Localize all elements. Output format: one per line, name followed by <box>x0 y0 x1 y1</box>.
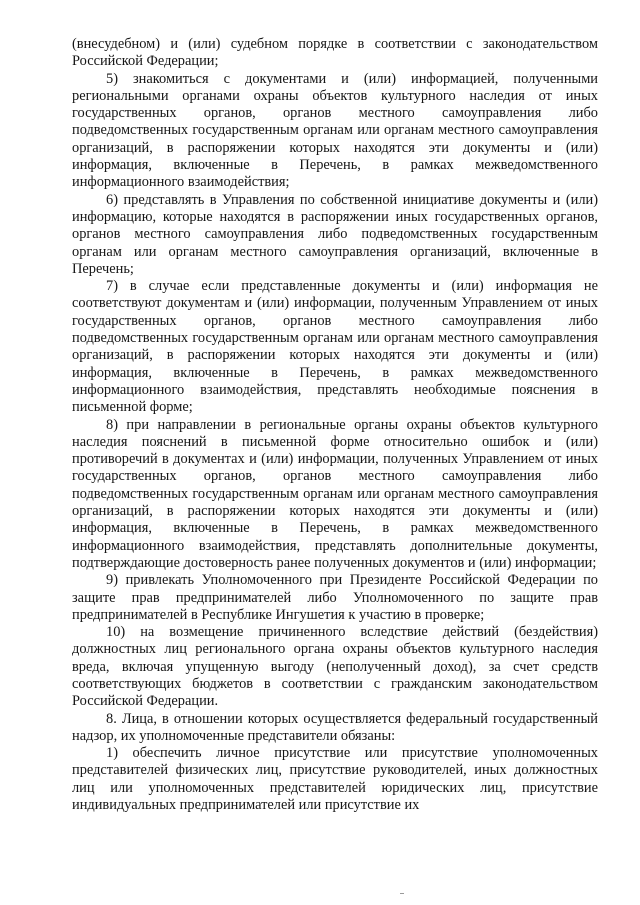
paragraph-item-5: 5) знакомиться с документами и (или) информацией, полученными региональными органами охраны объектов культурного наследия от иных государственных органов, органов местного самоуправления либо подведомственных государственным органам или органам местного самоуправления организаций, в распоряжении которых находятся эти документы и (или) информация, включенные в Перечень, в рамках межведомственного информационного взаимодействия; <box>72 70 598 191</box>
paragraph-item-6: 6) представлять в Управления по собственной инициативе документы и (или) информацию, которые находятся в распоряжении иных государственных органов, органов местного самоуправления либо подведомственных государственным органам или органам местного самоуправления организаций, включенные в Перечень; <box>72 191 598 277</box>
document-body <box>72 36 598 814</box>
scan-speck <box>400 893 404 894</box>
paragraph-item-8: 8) при направлении в региональные органы охраны объектов культурного наследия пояснений в письменной форме относительно ошибок и (или) противоречий в документах и (или) информации, полученных Управлением от иных государственных органов, органов местного самоуправления либо подведомственных государственным органам или органам местного самоуправления организаций, в распоряжении которых находятся эти документы и (или) информация, включенные в Перечень, в рамках межведомственного информационного взаимодействия, представлять дополнительные документы, подтверждающие достоверность ранее полученных документов и (или) информации; <box>72 416 598 571</box>
paragraph-continuation: (внесудебном) и (или) судебном порядке в соответствии с законодательством Российской Федерации; <box>72 36 598 70</box>
paragraph-item-10: 10) на возмещение причиненного вследствие действий (бездействия) должностных лиц регионального органа охраны объектов культурного наследия вреда, включая упущенную выгоду (неполученный доход), за счет средств соответствующих бюджетов в соответствии с гражданским законодательством Российской Федерации. <box>72 624 598 710</box>
paragraph-obligation-1: 1) обеспечить личное присутствие или присутствие уполномоченных представителей физических лиц, присутствие руководителей, иных должностных лиц или уполномоченных представителей юридических лиц, присутствие индивидуальных предпринимателей или присутствие их <box>72 745 598 814</box>
paragraph-item-9: 9) привлекать Уполномоченного при Президенте Российской Федерации по защите прав предпринимателей либо Уполномоченного по защите прав предпринимателей в Республике Ингушетия к участию в проверке; <box>72 572 598 623</box>
paragraph-item-7: 7) в случае если представленные документы и (или) информация не соответствуют документам и (или) информации, полученным Управлением от иных государственных органов, органов местного самоуправления либо подведомственных государственным органам или органам местного самоуправления организаций, в распоряжении которых находятся эти документы и (или) информация, включенные в Перечень, в рамках межведомственного информационного взаимодействия, представлять необходимые пояснения в письменной форме; <box>72 278 598 416</box>
paragraph-section-8: 8. Лица, в отношении которых осуществляется федеральный государственный надзор, их уполномоченные представители обязаны: <box>72 710 598 744</box>
